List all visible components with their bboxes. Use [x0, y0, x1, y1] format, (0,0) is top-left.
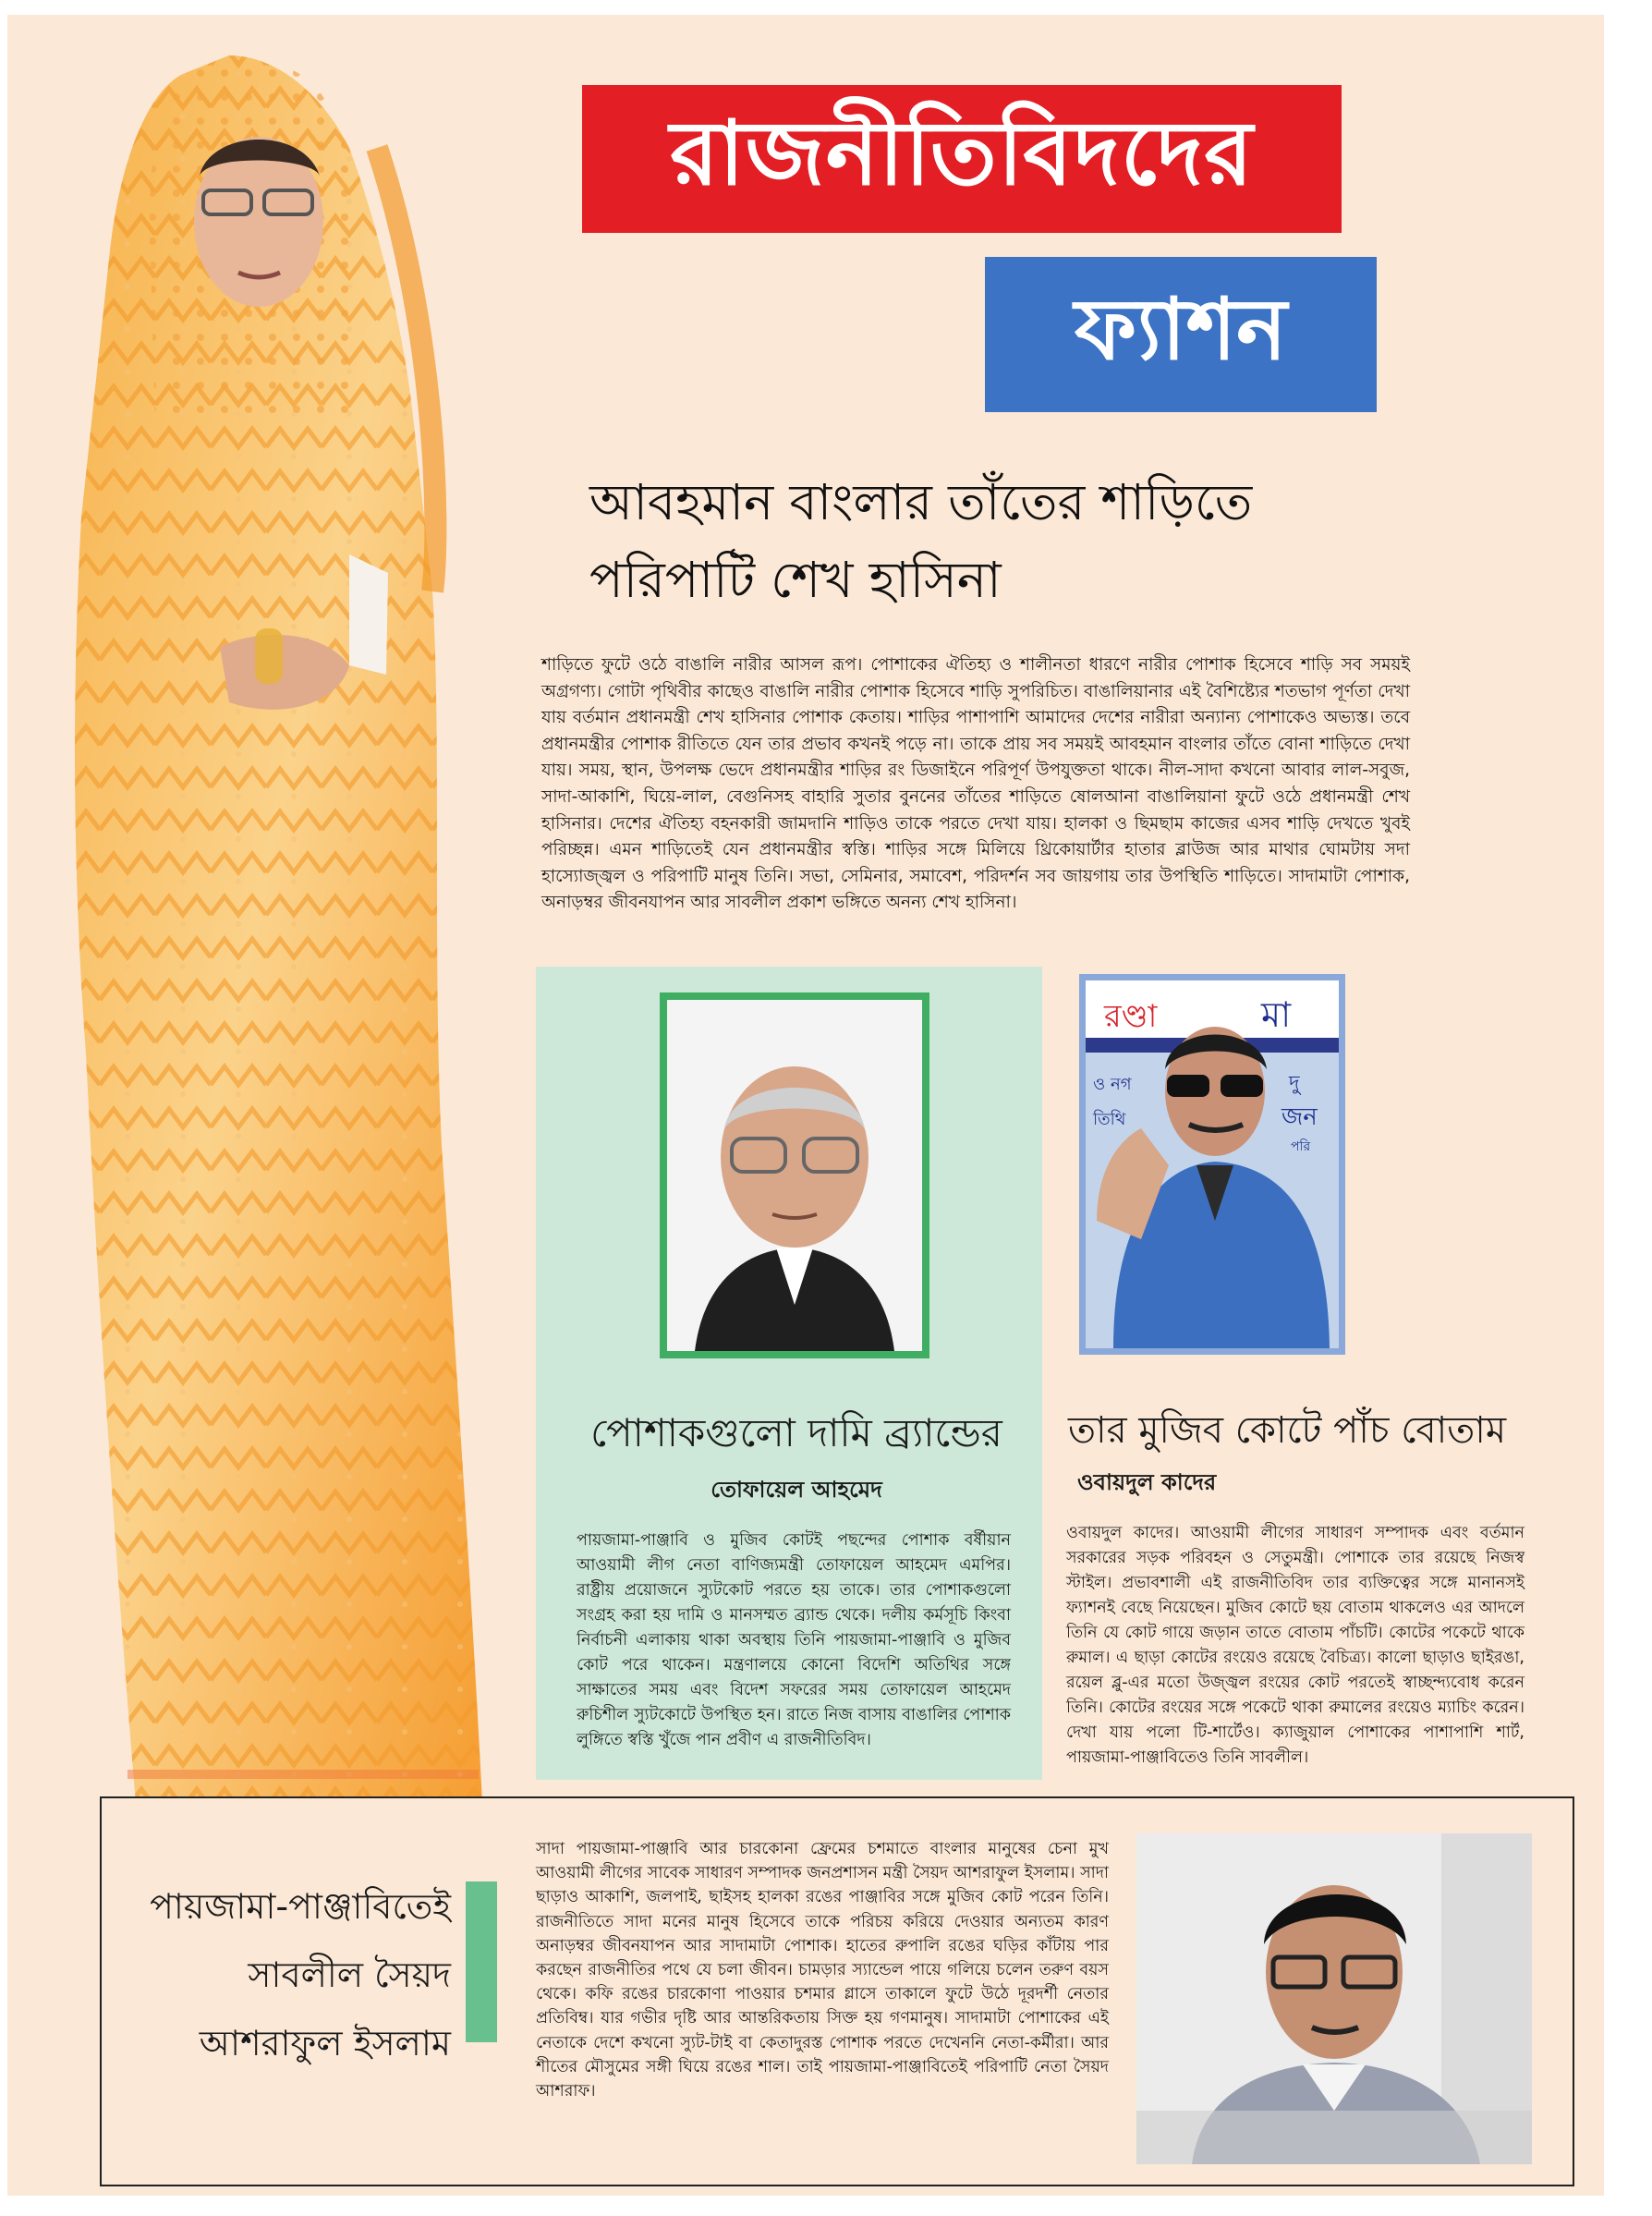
banner-fragment-1: রণ্ডা [1104, 998, 1158, 1035]
tofail-photo [660, 992, 929, 1358]
tofail-title: পোশাকগুলো দামি ব্র্যান্ডের [590, 1410, 1002, 1455]
banner-fragment-2: মা [1261, 994, 1292, 1035]
banner-fragment-4: দু [1289, 1072, 1300, 1095]
obaidul-photo [1079, 974, 1345, 1355]
newspaper-page [7, 15, 1615, 2196]
banner-fragment-3: ও নগ [1093, 1075, 1132, 1094]
hasina-subheading [589, 464, 1403, 619]
subhead-line1: আবহমান বাংলার তাঁতের শাড়িতে [589, 473, 1253, 531]
headline-banner-blue [985, 257, 1377, 412]
hasina-article-body: শাড়িতে ফুটে ওঠে বাঙালি নারীর আসল রূপ। পোশাকের ঐতিহ্য ও শালীনতা ধারণে নারীর পোশাক হিসেবে শাড়ি সব সময়ই অগ্রগণ্য। গোটা পৃথিবীর কাছেও বাঙালি নারীর পোশাক হিসেবে শাড়ি সুপরিচিত। বাঙালিয়ানার এই বৈশিষ্ট্যের শতভাগ পূর্ণতা দেখা যায় বর্তমান প্রধানমন্ত্রী শেখ হাসিনার পোশাক কেতায়। শাড়ির পাশাপাশি আমাদের দেশের নারীরা অন্যান্য পোশাকেও অভ্যস্ত। তবে প্রধানমন্ত্রীর পোশাক রীতিতে যেন তার প্রভাব কখনই পড়ে না। তাকে প্রায় সব সময়ই আবহমান বাংলার তাঁতে বোনা শাড়িতে দেখা যায়। সময়, স্থান, উপলক্ষ ভেদে প্রধানমন্ত্রীর শাড়ির রং ডিজাইনে পরিপূর্ণ উপযুক্ততা থাকে। নীল-সাদা কখনো আবার লাল-সবুজ, সাদা-আকাশি, ঘিয়ে-লাল, বেগুনিসহ বাহারি সুতার বুননের তাঁতের শাড়িতে ষোলআনা বাঙালিয়ানা ফুটে ওঠে প্রধানমন্ত্রী শেখ হাসিনার। দেশের ঐতিহ্য বহনকারী জামদানি শাড়িও তাকে পরতে দেখা যায়। হালকা ও ছিমছাম কাজের এসব শাড়ি দেখতে খুবই পরিচ্ছন্ন। এমন শাড়িতেই যেন প্রধানমন্ত্রীর স্বস্তি। শাড়ির সঙ্গে মিলিয়ে থ্রিকোয়ার্টার হাতার ব্লাউজ আর মাথার ঘোমটায় সদা হাস্যোজ্জ্বল ও পরিপাটি মানুষ তিনি। সভা, সেমিনার, সমাবেশ, পরিদর্শন সব জায়গায় তার উপস্থিতি শাড়িতে। সাদামাটা পোশাক, অনাড়ম্বর জীবনযাপন আর সাবলীল প্রকাশ ভঙ্গিতে অনন্য শেখ হাসিনা। [541, 655, 1410, 913]
headline-banner-red [582, 85, 1342, 233]
accent-bar [466, 1881, 497, 2042]
ashraf-title [118, 1872, 451, 2077]
banner-fragment-5: তিথি [1093, 1110, 1126, 1129]
saree-figure-icon [44, 37, 525, 1941]
obaidul-name: ওবায়দুল কাদের [1077, 1469, 1217, 1495]
man-glasses-portrait-icon [1136, 1833, 1532, 2164]
woman-in-saree-photo [44, 37, 525, 1941]
obaidul-article-body: ওবায়দুল কাদের। আওয়ামী লীগের সাধারণ সম্পাদক এবং বর্তমান সরকারের সড়ক পরিবহন ও সেতুমন্ত্রী। পোশাকে তার রয়েছে নিজস্ব স্টাইল। প্রভাবশালী এই রাজনীতিবিদ তার ব্যক্তিত্বের সঙ্গে মানানসই ফ্যাশনই বেছে নিয়েছেন। মুজিব কোটে ছয় বোতাম থাকলেও এর আদলে তিনি যে কোট গায়ে জড়ান তাতে বোতাম পাঁচটি। কোটের পকেটে থাকে রুমাল। এ ছাড়া কোটের রংয়েও রয়েছে বৈচিত্র্য। কালো ছাড়াও ছাইরঙা, রয়েল ব্লু-এর মতো উজ্জ্বল রংয়ের কোট পরতেই স্বাচ্ছন্দ্যবোধ করেন তিনি। কোটের রংয়ের সঙ্গে পকেটে থাকা রুমালের রংয়েও ম্যাচিং করেন। দেখা যায় পলো টি-শার্টেও। ক্যাজুয়াল পোশাকের পাশাপাশি শার্ট, পায়জামা-পাঞ্জাবিতেও তিনি সাবলীল। [1066, 1524, 1524, 1767]
elderly-man-portrait-icon [667, 1000, 922, 1351]
headline-line1: রাজনীতিবিদদের [670, 100, 1254, 205]
man-sunglasses-blue-coat-icon [1086, 980, 1339, 1348]
ashraf-title-line3: আশরাফুল ইসলাম [199, 2023, 451, 2064]
obaidul-title: তার মুজিব কোটে পাঁচ বোতাম [1068, 1409, 1507, 1452]
ashraf-title-line1: পায়জামা-পাঞ্জাবিতেই [150, 1886, 451, 1927]
subhead-line2: পরিপাটি শেখ হাসিনা [589, 551, 1002, 609]
banner-fragment-6: জন [1282, 1103, 1318, 1131]
tofail-name: তোফায়েল আহমেদ [711, 1477, 882, 1503]
banner-fragment-7: পরি [1291, 1139, 1311, 1154]
headline-line2: ফ্যাশন [1075, 279, 1287, 379]
ashraf-article-body: সাদা পায়জামা-পাঞ্জাবি আর চারকোনা ফ্রেমের চশমাতে বাংলার মানুষের চেনা মুখ আওয়ামী লীগের সাবেক সাধারণ সম্পাদক জনপ্রশাসন মন্ত্রী সৈয়দ আশরাফুল ইসলাম। সাদা ছাড়াও আকাশি, জলপাই, ছাইসহ হালকা রঙের পাঞ্জাবির সঙ্গে মুজিব কোট পরেন তিনি। রাজনীতিতে সাদা মনের মানুষ হিসেবে তাকে পরিচয় করিয়ে দেওয়ার অন্যতম কারণ অনাড়ম্বর জীবনযাপন আর সাদামাটা পোশাক। হাতের রুপালি রঙের ঘড়ির কাঁটায় পার করছেন রাজনীতির পথে যে চলা জীবন। চামড়ার স্যান্ডেল পায়ে গলিয়ে চলেন তরুণ বয়স থেকে। কফি রঙের চারকোণা পাওয়ার চশমার গ্লাসে তাকালে ফুটে উঠে দূরদর্শী নেতার প্রতিবিম্ব। যার গভীর দৃষ্টি আর আন্তরিকতায় সিক্ত হয় গণমানুষ। সাদামাটা পোশাকের এই নেতাকে দেশে কখনো স্যুট-টাই বা কেতাদুরস্ত পোশাক পরতে দেখেননি নেতা-কর্মীরা। আর শীতের মৌসুমের সঙ্গী ঘিয়ে রঙের শাল। তাই পায়জামা-পাঞ্জাবিতেই পরিপাটি নেতা সৈয়দ আশরাফ। [536, 1840, 1109, 2101]
tofail-article-body: পায়জামা-পাঞ্জাবি ও মুজিব কোটই পছন্দের পোশাক বর্ষীয়ান আওয়ামী লীগ নেতা বাণিজ্যমন্ত্রী তোফায়েল আহমেদ এমপির। রাষ্ট্রীয় প্রয়োজনে স্যুটকোট পরতে হয় তাকে। তার পোশাকগুলো সংগ্রহ করা হয় দামি ও মানসম্মত ব্র্যান্ড থেকে। দলীয় কর্মসূচি কিংবা নির্বাচনী এলাকায় থাকা অবস্থায় তিনি পায়জামা-পাঞ্জাবি ও মুজিব কোট পরে থাকেন। মন্ত্রণালয়ে কোনো বিদেশি অতিথির সঙ্গে সাক্ষাতের সময় এবং বিদেশ সফরের সময় তোফায়েল আহমেদ রুচিশীল স্যুটকোটে উপস্থিত হন। রাতে নিজ বাসায় বাঙালির পোশাক লুঙ্গিতে স্বস্তি খুঁজে পান প্রবীণ এ রাজনীতিবিদ। [577, 1531, 1011, 1749]
ashraf-photo [1136, 1833, 1532, 2164]
ashraf-title-line2: সাবলীল সৈয়দ [248, 1954, 451, 1995]
page-edge [1604, 15, 1615, 2196]
